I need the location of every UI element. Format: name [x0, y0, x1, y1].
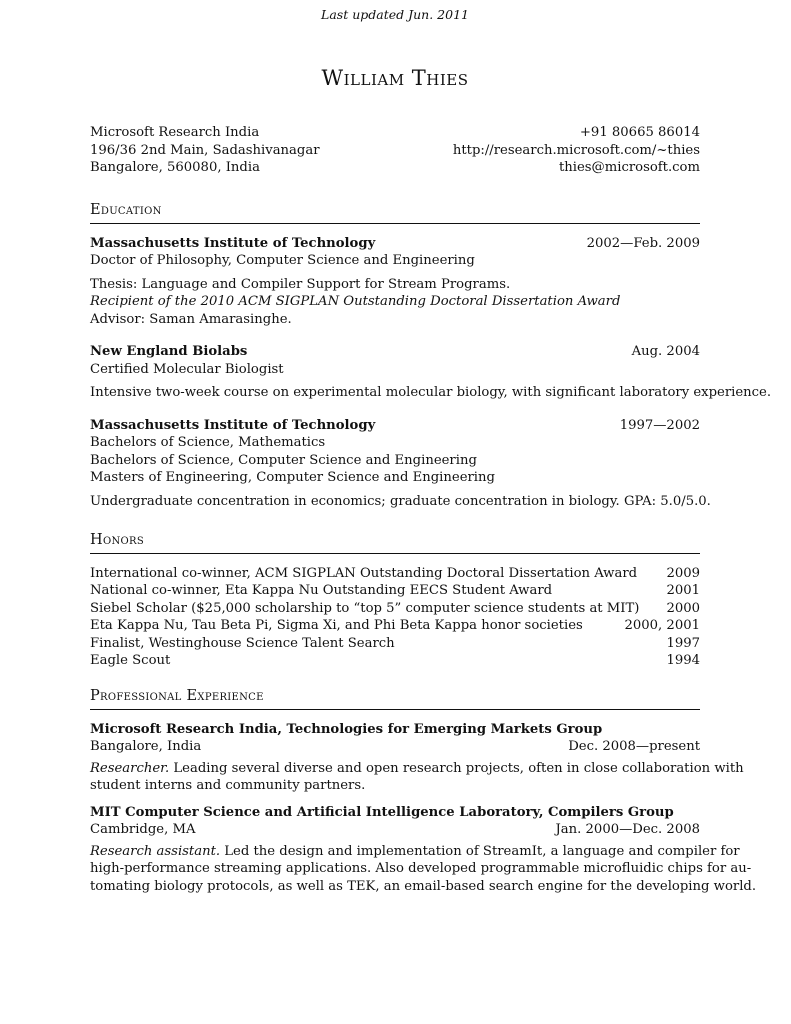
school-name: Massachusetts Institute of Technology: [90, 417, 376, 433]
dates: Aug. 2004: [631, 344, 700, 359]
last-updated: Last updated Jun. 2011: [321, 7, 469, 22]
degree: Masters of Engineering, Computer Science and Engineering: [90, 470, 495, 485]
description-line: Led the design and implementation of StreamIt, a language and compiler for: [224, 843, 740, 859]
section-title: Education: [90, 202, 700, 224]
school-name: Massachusetts Institute of Technology: [90, 235, 376, 251]
honor-year: 2009: [666, 565, 700, 581]
section-title: Professional Experience: [90, 688, 700, 710]
honor-text: Eagle Scout: [90, 653, 171, 668]
location: Cambridge, MA: [90, 822, 196, 837]
address-line: Bangalore, 560080, India: [90, 160, 260, 175]
honor-year: 2000, 2001: [624, 618, 700, 633]
honor-text: Siebel Scholar ($25,000 scholarship to “top 5” computer science students at MIT): [90, 600, 640, 616]
description-line: Leading several diverse and open research projects, often in close collaboration with: [173, 760, 744, 776]
dates: Dec. 2008—present: [568, 739, 700, 754]
honor-item: [90, 635, 700, 653]
candidate-name: William Thies: [321, 66, 469, 90]
description-line: high-performance streaming applications. Also developed programmable microfluidic chips for au-: [90, 861, 752, 876]
description: [90, 843, 757, 896]
honor-item: [90, 582, 700, 600]
honor-item: [90, 652, 700, 670]
dates: Jan. 2000—Dec. 2008: [555, 822, 700, 837]
phone-number: +91 80665 86014: [579, 125, 700, 140]
honor-year: 2000: [666, 600, 700, 616]
school-name: New England Biolabs: [90, 344, 248, 359]
honor-text: Finalist, Westinghouse Science Talent Search: [90, 635, 395, 651]
dates: 1997—2002: [619, 417, 700, 433]
location: Bangalore, India: [90, 739, 202, 754]
role: Research assistant.: [90, 843, 221, 859]
honor-text: International co-winner, ACM SIGPLAN Outstanding Doctoral Dissertation Award: [90, 565, 638, 581]
honor-text: Eta Kappa Nu, Tau Beta Pi, Sigma Xi, and Phi Beta Kappa honor societies: [90, 618, 583, 633]
honor-item: [90, 617, 700, 635]
degree: Certified Molecular Biologist: [90, 361, 284, 377]
advisor: Advisor: Saman Amarasinghe.: [90, 311, 292, 327]
address-line: 196/36 2nd Main, Sadashivanagar: [90, 142, 320, 158]
award: Recipient of the 2010 ACM SIGPLAN Outstanding Doctoral Dissertation Award: [90, 294, 621, 309]
education-entry: [90, 417, 711, 511]
note: Undergraduate concentration in economics; graduate concentration in biology. GPA: 5.0/5.0.: [90, 493, 711, 509]
thesis: Thesis: Language and Compiler Support for Stream Programs.: [90, 276, 511, 292]
education-section: [90, 202, 772, 510]
dates: 2002—Feb. 2009: [586, 235, 700, 251]
description: [90, 760, 744, 795]
homepage-link[interactable]: http://research.microsoft.com/~thies: [452, 142, 700, 158]
description-line: student interns and community partners.: [90, 778, 366, 793]
degree: Bachelors of Science, Computer Science and Engineering: [90, 452, 477, 468]
honors-section: [90, 532, 700, 670]
honor-year: 1997: [666, 635, 700, 651]
experience-entry: [90, 721, 744, 795]
degree: Doctor of Philosophy, Computer Science and Engineering: [90, 253, 475, 268]
contact-info: [453, 124, 700, 177]
education-entry: [90, 343, 772, 402]
degree: Bachelors of Science, Mathematics: [90, 435, 326, 450]
experience-entry: [90, 804, 757, 896]
role: Researcher.: [90, 760, 170, 776]
honor-year: 2001: [666, 583, 700, 598]
honor-text: National co-winner, Eta Kappa Nu Outstanding EECS Student Award: [90, 583, 553, 598]
contact-block: [90, 124, 700, 177]
honor-year: 1994: [666, 653, 700, 668]
honor-item: [90, 600, 700, 618]
experience-section: [90, 688, 757, 895]
honor-item: [90, 565, 700, 583]
education-entry: [90, 235, 700, 329]
email-link[interactable]: thies@microsoft.com: [558, 160, 700, 175]
organization: MIT Computer Science and Artificial Intelligence Laboratory, Compilers Group: [90, 804, 674, 820]
description-line: tomating biology protocols, as well as TEK, an email-based search engine for the developing world.: [90, 878, 757, 894]
address: [90, 124, 320, 177]
address-line: Microsoft Research India: [90, 125, 260, 140]
organization: Microsoft Research India, Technologies for Emerging Markets Group: [90, 721, 603, 737]
section-title: Honors: [90, 532, 700, 554]
note: Intensive two-week course on experimental molecular biology, with significant laboratory experience.: [90, 385, 772, 400]
